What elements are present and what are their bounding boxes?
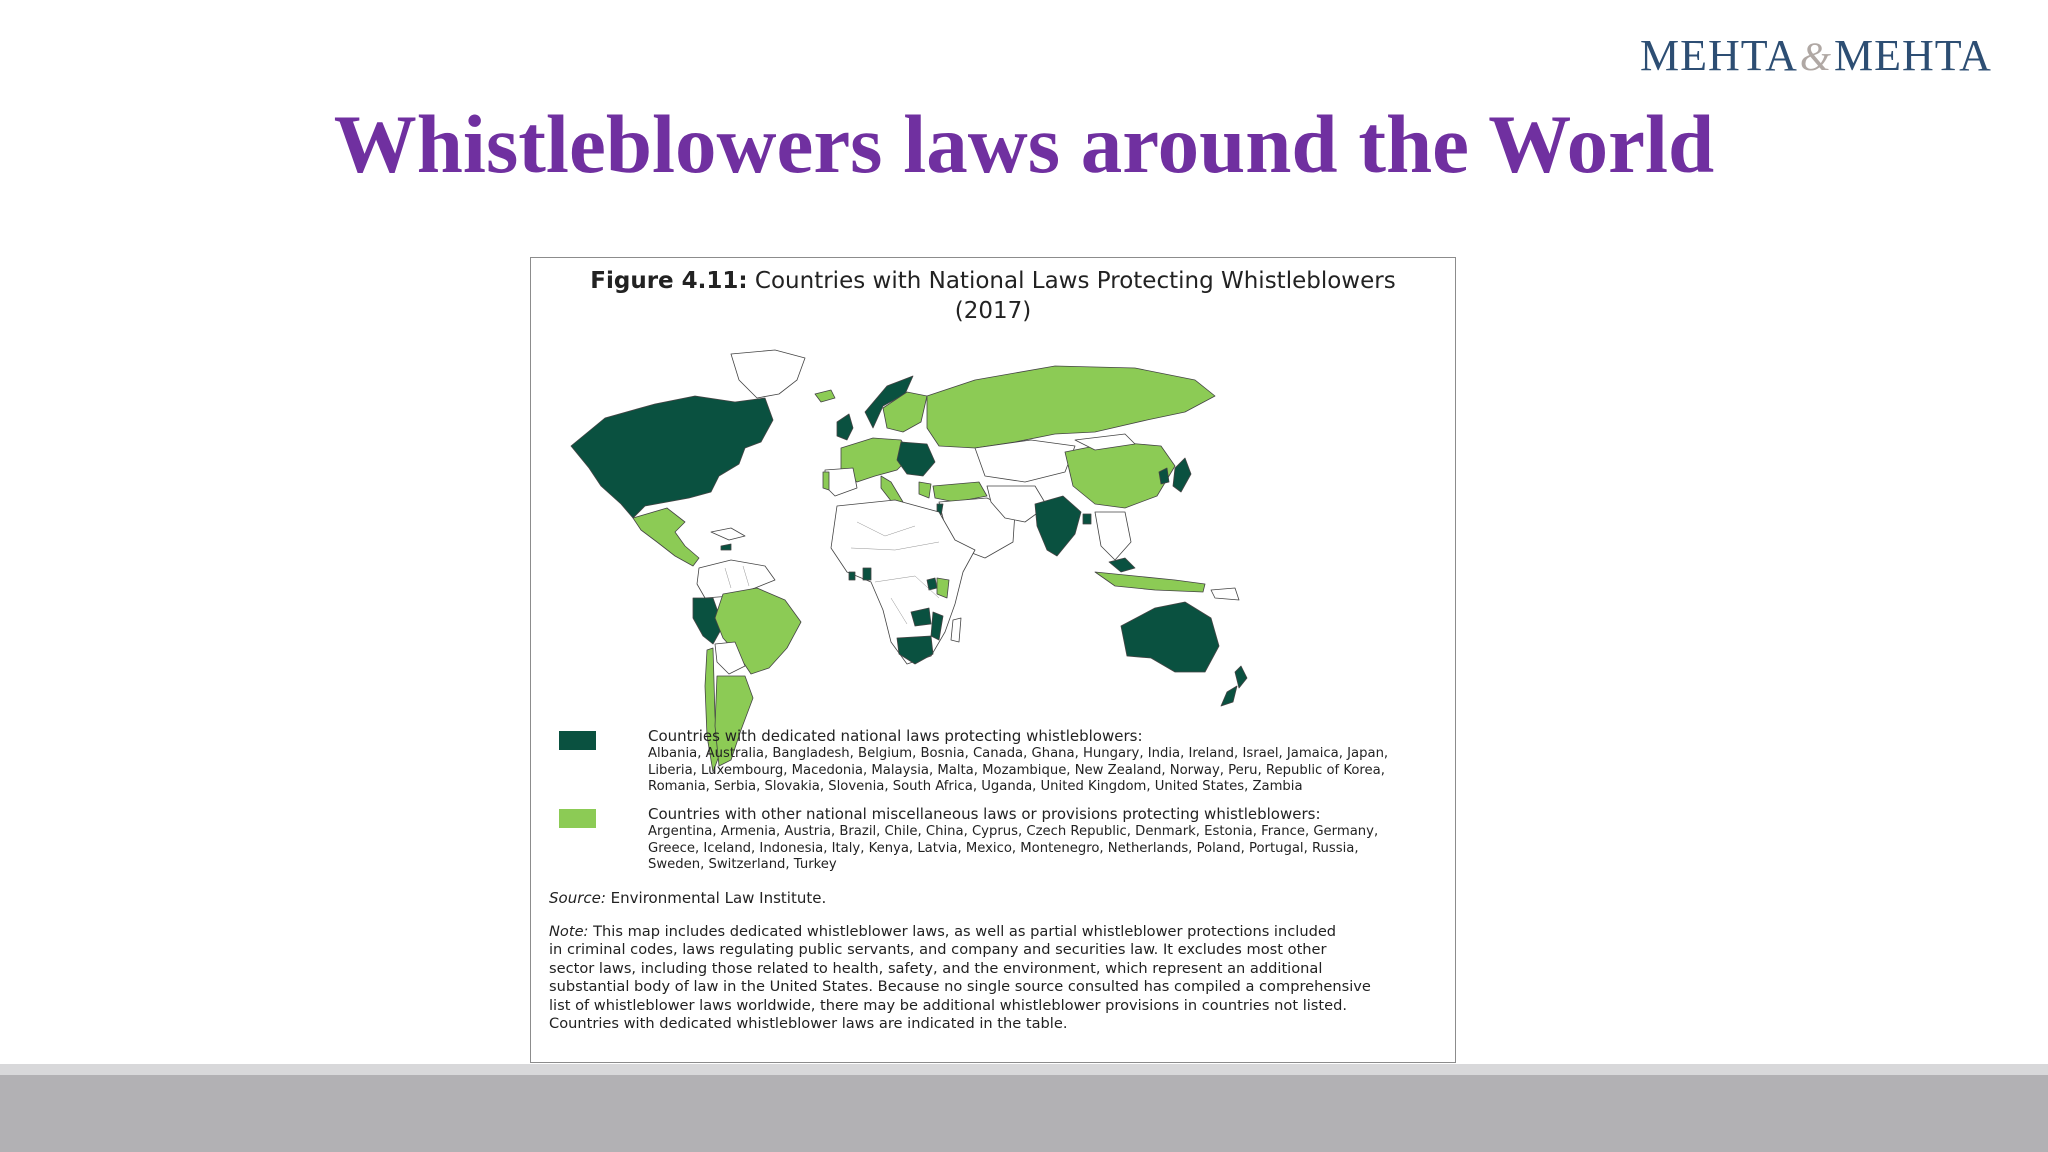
region-russia [927,366,1215,448]
legend-swatch-dedicated [559,731,596,750]
region-south-africa [897,636,933,664]
legend-swatch-miscellaneous [559,809,596,828]
region-mexico [633,508,699,566]
slide-title: Whistleblowers laws around the World [333,98,1715,190]
region-greenland [731,350,805,398]
region-caribbean [711,528,745,540]
region-central-asia [975,440,1075,482]
note-line-6: Countries with dedicated whistleblower laws are indicated in the table. [549,1015,1068,1033]
region-new-zealand [1235,666,1247,688]
company-logo [1640,30,1992,81]
world-map [535,336,1451,970]
source-label: Source: [549,889,606,907]
region-iberia [825,468,857,496]
note-line-1: This map includes dedicated whistleblower laws, as well as partial whistleblower protections included [588,923,1337,940]
legend-heading-dedicated: Countries with dedicated national laws protecting whistleblowers: [648,727,1143,745]
note-line-5: list of whistleblower laws worldwide, there may be additional whistleblower provisions in countries not listed. [549,996,1348,1014]
region-liberia [849,572,855,580]
legend-heading-miscellaneous: Countries with other national miscellaneous laws or provisions protecting whistleblowers: [648,805,1321,823]
note-line-4: substantial body of law in the United States. Because no single source consulted has compiled a comprehensive [549,978,1371,996]
region-iceland [815,390,835,402]
region-japan [1173,458,1191,492]
figure-heading [531,266,1455,326]
region-madagascar [951,618,961,642]
source-line [549,889,826,907]
region-malaysia [1109,558,1135,572]
region-china [1065,442,1175,508]
region-india [1035,496,1081,556]
source-text: Environmental Law Institute. [605,889,827,907]
region-png [1211,588,1239,600]
logo-text-left: MEHTA [1640,31,1798,80]
region-portugal [823,472,829,490]
region-ghana [863,568,871,580]
legend-list-misc-line2: Greece, Iceland, Indonesia, Italy, Kenya, Latvia, Mexico, Montenegro, Netherlands, Poland, Portugal, Russia, [648,840,1359,856]
legend-list-dedicated-line3: Romania, Serbia, Slovakia, Slovenia, South Africa, Uganda, United Kingdom, United States, Zambia [648,779,1303,794]
region-uk-ireland [837,414,853,440]
figure-note [549,923,1439,1033]
region-kenya [937,578,949,598]
region-new-zealand-south [1221,686,1237,706]
region-north-america [571,396,773,518]
footer-divider [0,1064,2048,1075]
region-central-europe [897,442,935,476]
legend-list-misc-line3: Sweden, Switzerland, Turkey [648,857,837,872]
figure-title: Countries with National Laws Protecting Whistleblowers [754,268,1396,294]
region-greece [919,482,931,498]
region-se-asia [1095,512,1131,560]
figure-label: Figure 4.11: [590,268,748,294]
note-line-2: in criminal codes, laws regulating public servants, and company and securities law. It excludes most other [549,941,1327,959]
legend-list-dedicated-line1: Albania, Australia, Bangladesh, Belgium, Bosnia, Canada, Ghana, Hungary, India, Ireland, Israel, Jamaica, Japan, [648,746,1389,761]
region-bangladesh [1083,514,1091,524]
figure-panel [530,257,1456,1063]
footer-bar [0,1075,2048,1152]
legend-list-misc-line1: Argentina, Armenia, Austria, Brazil, Chile, China, Cyprus, Czech Republic, Denmark, Estonia, France, Germany, [648,824,1379,839]
note-label: Note: [549,923,589,940]
figure-year: (2017) [954,298,1032,324]
logo-ampersand: & [1799,34,1833,79]
region-jamaica [721,544,731,550]
region-indonesia [1095,572,1205,592]
logo-text-right: MEHTA [1834,31,1992,80]
note-line-3: sector laws, including those related to health, safety, and the environment, which represent an additional [549,959,1323,977]
legend-list-dedicated-line2: Liberia, Luxembourg, Macedonia, Malaysia, Malta, Mozambique, New Zealand, Norway, Peru, Republic of Korea, [648,762,1385,778]
region-australia [1121,602,1219,672]
